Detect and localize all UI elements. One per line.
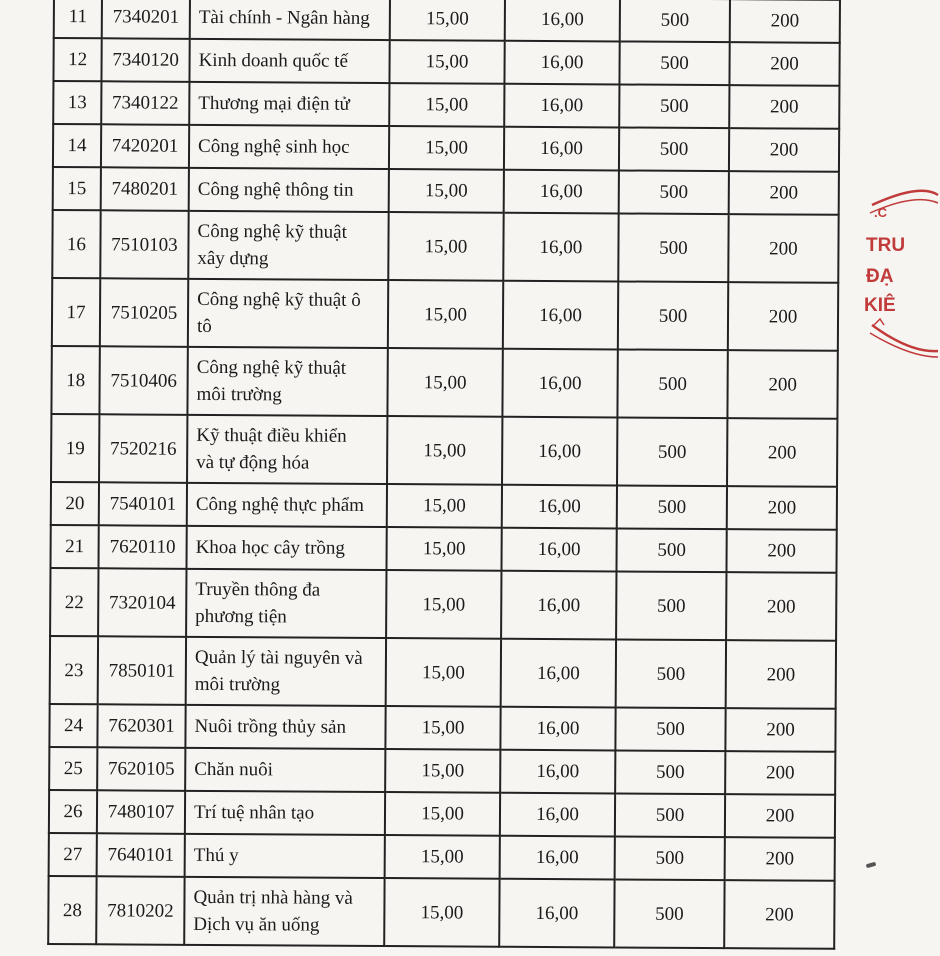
major-name-line: Trí tuệ nhân tạo [193,801,315,824]
score-cell-a: 15,00 [389,40,504,84]
major-code-cell: 7510205 [100,278,188,347]
score-cell-a: 15,00 [387,348,502,417]
major-name-line: Công nghệ kỹ thuật [197,220,347,243]
value-cell-d: 200 [725,751,835,795]
major-name-line: phương tiện [195,605,287,628]
major-code-cell: 7620105 [97,747,185,791]
row-number-cell: 19 [51,414,99,482]
seal-text-2: TRU [866,235,906,256]
row-number-cell: 13 [53,81,101,124]
major-name-cell [186,637,386,706]
value-cell-c: 500 [619,170,729,214]
value-cell-c: 500 [616,528,726,572]
value-cell-c: 500 [615,750,725,794]
value-cell-c: 500 [617,349,727,418]
major-name-cell [189,39,389,83]
major-name-line: môi trường [196,383,282,406]
major-code-cell: 7620110 [98,525,186,569]
major-name-line: Dịch vụ ăn uống [193,913,320,936]
score-cell-b: 16,00 [503,281,618,350]
score-cell-b: 16,00 [500,707,615,751]
value-cell-d: 200 [728,282,838,351]
value-cell-c: 500 [616,639,726,708]
score-cell-a: 15,00 [389,169,504,213]
major-name-cell [185,748,385,792]
value-cell-d: 200 [727,350,837,419]
major-name-cell [189,125,389,169]
major-code-cell: 7320104 [98,568,186,637]
table-row [50,568,836,641]
major-code-cell: 7620301 [97,704,185,748]
value-cell-d: 200 [727,486,837,530]
major-name-cell [186,569,386,638]
value-cell-d: 200 [727,418,837,487]
red-seal-stamp [860,185,940,355]
table-row [51,346,837,419]
major-name-line: Công nghệ sinh học [198,135,350,158]
score-cell-a: 15,00 [389,83,504,127]
value-cell-c: 500 [618,281,728,350]
major-code-cell: 7640101 [97,833,185,877]
major-name-line: Công nghệ kỹ thuật ô [197,288,361,311]
value-cell-c: 500 [614,879,724,948]
row-number-cell: 24 [49,704,97,747]
table-row [50,525,836,573]
value-cell-d: 200 [726,529,836,573]
major-code-cell: 7510103 [100,210,188,279]
score-cell-a: 15,00 [384,878,499,947]
table-row [49,833,835,881]
major-code-cell: 7340122 [101,81,189,125]
value-cell-d: 200 [725,794,835,838]
row-number-cell: 26 [49,790,97,833]
major-name-line: Công nghệ kỹ thuật [196,356,347,379]
value-cell-c: 500 [619,127,729,171]
row-number-cell: 21 [50,525,98,568]
score-cell-b: 16,00 [500,836,615,880]
table-row [51,414,837,487]
score-cell-b: 16,00 [501,639,616,708]
score-cell-a: 15,00 [385,835,500,879]
row-number-cell: 12 [53,38,101,81]
major-code-cell: 7810202 [96,876,184,945]
row-number-cell: 18 [51,346,99,414]
value-cell-c: 500 [615,793,725,837]
table-row [51,482,837,530]
major-code-cell: 7520216 [99,414,187,483]
score-cell-a: 15,00 [389,126,504,170]
major-name-line: Truyền thông đa [195,578,321,601]
major-name-cell [188,279,388,348]
major-name-cell [190,0,390,40]
major-name-cell [185,834,385,878]
major-name-line: Nuôi trồng thủy sản [194,715,347,738]
major-name-line: và tự động hóa [196,451,310,474]
value-cell-d: 200 [726,640,836,709]
major-name-line: Thú y [193,844,239,867]
major-name-line: môi trường [194,673,281,696]
row-number-cell: 25 [49,747,97,790]
score-cell-b: 16,00 [502,349,617,418]
value-cell-d: 200 [729,128,839,172]
major-name-cell [184,877,384,946]
table-row [53,167,839,215]
score-cell-b: 16,00 [501,571,616,640]
major-code-cell: 7540101 [99,482,187,526]
score-cell-a: 15,00 [388,280,503,349]
major-code-cell: 7420201 [101,124,189,168]
score-cell-a: 15,00 [387,484,502,528]
major-code-cell: 7480201 [101,167,189,211]
major-name-line: Chăn nuôi [194,758,273,781]
value-cell-c: 500 [618,213,728,282]
table-row [49,704,835,752]
score-cell-b: 16,00 [504,84,619,128]
major-name-cell [188,211,388,280]
score-cell-b: 16,00 [501,528,616,572]
major-code-cell: 7850101 [98,636,186,705]
value-cell-d: 200 [725,708,835,752]
table-row [49,790,835,838]
table-row [54,0,840,43]
row-number-cell: 23 [50,636,98,704]
major-name-cell [187,415,387,484]
major-name-cell [185,791,385,835]
value-cell-c: 500 [617,485,727,529]
table-row [49,747,835,795]
table-row [53,38,839,86]
row-number-cell: 27 [49,833,97,876]
value-cell-d: 200 [730,0,840,43]
value-cell-d: 200 [724,880,834,949]
table-row [53,81,839,129]
value-cell-d: 200 [729,42,839,86]
major-name-cell [185,705,385,749]
major-name-line: xây dựng [197,247,269,270]
row-number-cell: 16 [52,210,100,278]
major-code-cell: 7510406 [99,346,187,415]
score-cell-b: 16,00 [504,170,619,214]
score-cell-b: 16,00 [500,750,615,794]
seal-text-1: .C [874,205,887,220]
table-row [48,876,834,949]
major-name-line: Công nghệ thông tin [197,178,354,201]
major-name-line: Quản trị nhà hàng và [193,886,353,909]
table-body [48,0,840,949]
major-name-line: tô [196,315,212,337]
score-cell-a: 15,00 [387,416,502,485]
value-cell-c: 500 [620,0,730,42]
score-cell-a: 15,00 [386,527,501,571]
major-name-cell [189,82,389,126]
major-name-line: Kỹ thuật điều khiển [196,424,347,447]
row-number-cell: 17 [52,278,100,346]
major-name-cell [187,483,387,527]
row-number-cell: 22 [50,568,98,636]
score-cell-a: 15,00 [388,212,503,281]
major-code-cell: 7340120 [101,38,189,82]
value-cell-d: 200 [726,572,836,641]
seal-text-4: KIÊ [864,295,896,316]
score-cell-a: 15,00 [385,792,500,836]
value-cell-d: 200 [729,85,839,129]
score-cell-a: 15,00 [386,638,501,707]
table-row [50,636,836,709]
score-cell-b: 16,00 [504,127,619,171]
value-cell-c: 500 [619,84,729,128]
value-cell-d: 200 [725,837,835,881]
score-cell-a: 15,00 [385,706,500,750]
value-cell-c: 500 [615,707,725,751]
major-code-cell: 7340201 [102,0,190,39]
major-name-cell [187,347,387,416]
row-number-cell: 15 [53,167,101,210]
row-number-cell: 20 [51,482,99,525]
score-cell-b: 16,00 [499,879,614,948]
major-name-line: Thương mại điện tử [198,92,350,115]
value-cell-d: 200 [729,171,839,215]
score-cell-b: 16,00 [500,793,615,837]
major-name-cell [189,168,389,212]
value-cell-d: 200 [728,214,838,283]
major-code-cell: 7480107 [97,790,185,834]
major-name-line: Tài chính - Ngân hàng [198,6,370,29]
admissions-table [47,0,841,950]
major-name-line: Kinh doanh quốc tế [198,49,348,72]
score-cell-b: 16,00 [502,485,617,529]
table-row [52,210,838,283]
table-row [52,278,838,351]
score-cell-a: 15,00 [385,749,500,793]
score-cell-b: 16,00 [502,417,617,486]
major-name-cell [186,526,386,570]
value-cell-c: 500 [619,41,729,85]
major-name-line: Quản lý tài nguyên và [194,646,363,669]
score-cell-b: 16,00 [505,0,620,41]
score-cell-b: 16,00 [503,213,618,282]
score-cell-a: 15,00 [386,570,501,639]
value-cell-c: 500 [616,571,726,640]
value-cell-c: 500 [615,836,725,880]
ink-speck [866,862,877,868]
major-name-line: Khoa học cây trồng [195,536,345,559]
table-row [53,124,839,172]
score-cell-a: 15,00 [390,0,505,41]
value-cell-c: 500 [617,417,727,486]
row-number-cell: 14 [53,124,101,167]
major-name-line: Công nghệ thực phẩm [195,493,365,516]
row-number-cell: 28 [48,876,96,944]
score-cell-b: 16,00 [504,41,619,85]
seal-text-3: ĐẠ [866,266,894,287]
admissions-table-container [47,0,839,950]
row-number-cell: 11 [54,0,102,38]
